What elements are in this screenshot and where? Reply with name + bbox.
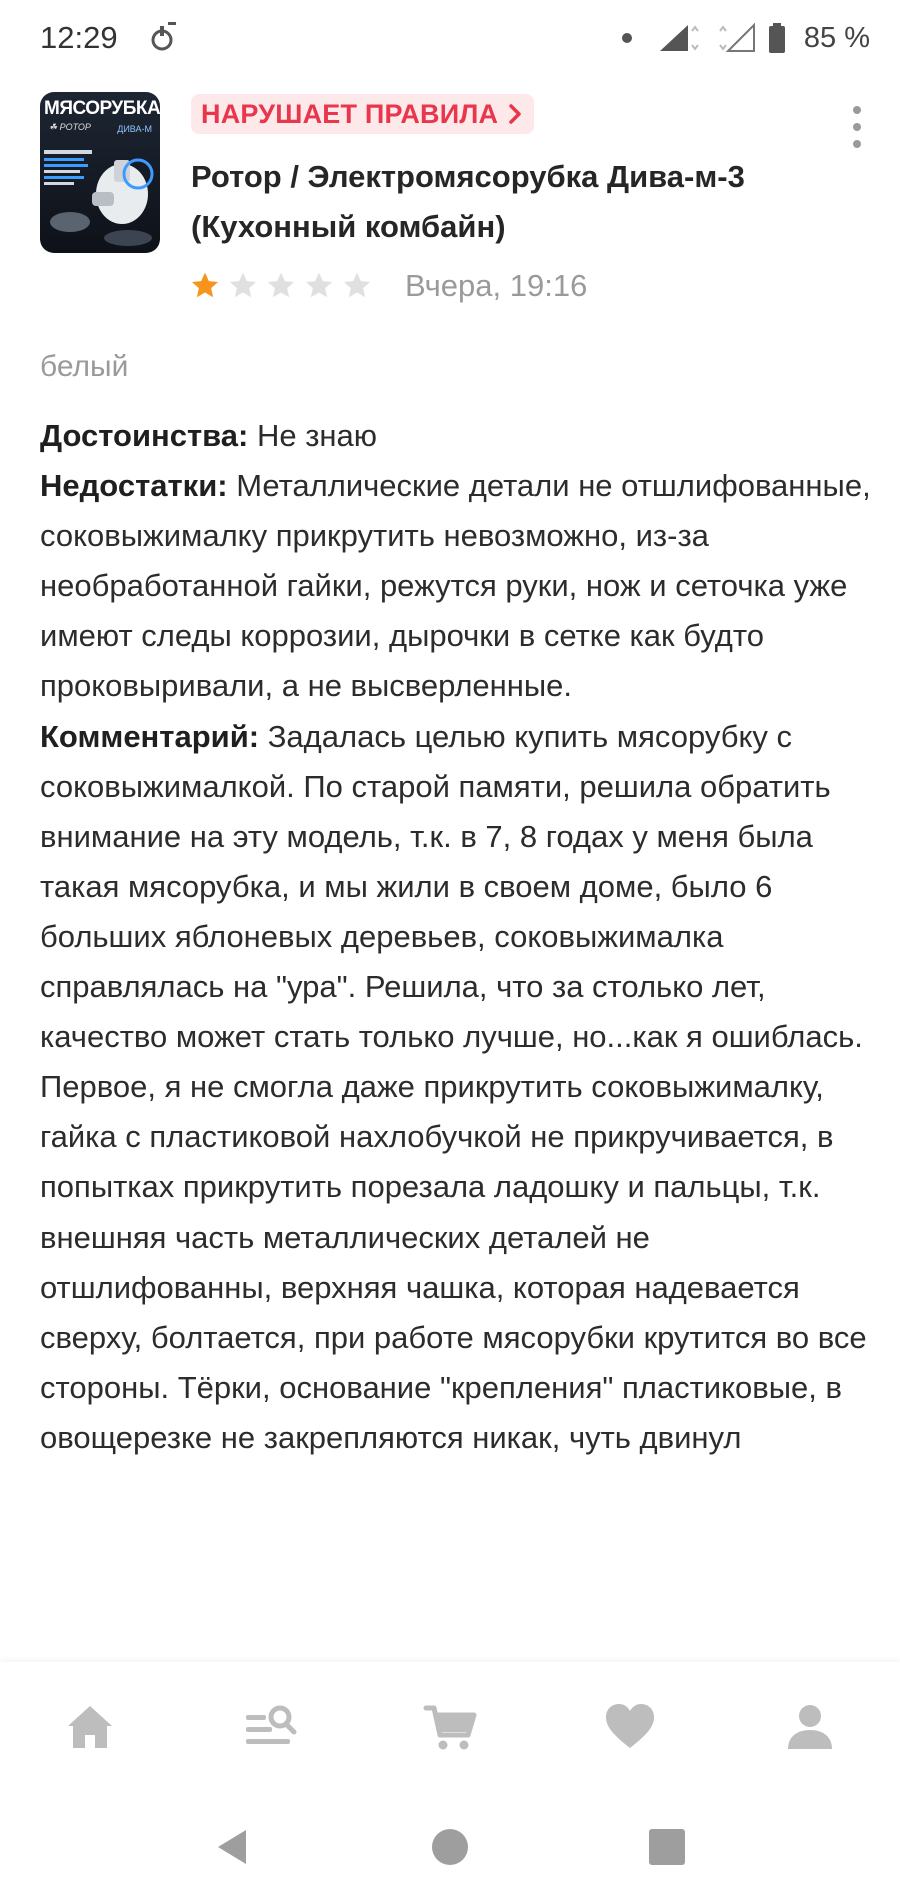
status-bar bbox=[0, 0, 900, 78]
violation-badge[interactable] bbox=[191, 94, 534, 134]
star-icon bbox=[341, 270, 373, 302]
review-pros bbox=[40, 411, 875, 461]
review-text bbox=[40, 411, 875, 1463]
comment-text: Задалась целью купить мясорубку с соковыжималкой. По старой памяти, решила обратить внимание на эту модель, т.к. в 7, 8 годах у меня была такая мясорубка, и мы жили в своем доме, было 6 больших яблоневых деревьев, соковыжималка справлялась на "ура". Решила, что за столько лет, качество может стать только лучше, но...как я ошиблась. Первое, я не смогла даже прикрутить соковыжималку, гайка с пластиковой нахлобучкой не прикручивается, в попытках прикрутить порезала ладошку и пальцы, т.к. внешняя часть металлических деталей не отшлифованны, верхняя чашка, которая надевается сверху, болтается, при работе мясорубки крутится во все стороны. Тёрки, основание "крепления" пластиковые, в овощерезке не закрепляются никак, чуть двинул bbox=[40, 718, 867, 1455]
home-icon bbox=[62, 1699, 118, 1755]
pros-label: Достоинства: bbox=[40, 418, 249, 453]
cons-label: Недостатки: bbox=[40, 468, 228, 504]
chevron-right-icon bbox=[508, 104, 522, 124]
notification-dot-icon bbox=[622, 33, 632, 43]
star-rating bbox=[189, 270, 373, 302]
thumbnail-model: ДИВА-М bbox=[117, 124, 152, 134]
favorites-heart-icon bbox=[602, 1699, 658, 1755]
home-circle-icon[interactable] bbox=[429, 1826, 471, 1868]
battery-percent: 85 % bbox=[803, 21, 870, 54]
thumbnail-brand: ☘ РОТОР bbox=[49, 122, 91, 132]
signal-secondary-icon bbox=[712, 23, 756, 53]
product-variant: белый bbox=[40, 350, 129, 383]
meat-grinder-image bbox=[40, 142, 160, 253]
product-title[interactable]: Ротор / Электромясорубка Дива-м-3 (Кухонный комбайн) bbox=[191, 159, 745, 244]
comment-label: Комментарий: bbox=[40, 718, 260, 754]
status-indicators bbox=[622, 20, 870, 56]
pros-text: Не знаю bbox=[248, 418, 378, 453]
product-thumbnail[interactable] bbox=[40, 92, 160, 253]
vpn-key-icon bbox=[148, 20, 178, 54]
star-icon bbox=[265, 270, 297, 302]
system-navigation-bar bbox=[0, 1792, 900, 1902]
star-icon bbox=[189, 270, 221, 302]
review-date: Вчера, 19:16 bbox=[405, 268, 588, 303]
nav-cart[interactable] bbox=[415, 1692, 485, 1762]
cons-text: Металлические детали не отшлифованные, соковыжималку прикрутить невозможно, из-за необработанной гайки, режутся руки, нож и сеточка уже имеют следы коррозии, дырочки в сетке как будто проковыривали, а не высверленные. bbox=[40, 468, 871, 704]
nav-profile[interactable] bbox=[775, 1692, 845, 1762]
back-icon[interactable] bbox=[212, 1826, 254, 1868]
review-comment bbox=[40, 712, 875, 1463]
nav-catalog[interactable] bbox=[235, 1692, 305, 1762]
status-time: 12:29 bbox=[40, 20, 118, 55]
nav-favorites[interactable] bbox=[595, 1692, 665, 1762]
review-cons bbox=[40, 461, 875, 711]
star-icon bbox=[227, 270, 259, 302]
cart-icon bbox=[422, 1699, 478, 1755]
more-options-icon[interactable] bbox=[850, 106, 864, 150]
profile-icon bbox=[782, 1699, 838, 1755]
catalog-search-icon bbox=[242, 1699, 298, 1755]
thumbnail-title: МЯСОРУБКА bbox=[44, 98, 160, 119]
recents-square-icon[interactable] bbox=[646, 1826, 688, 1868]
nav-home[interactable] bbox=[55, 1692, 125, 1762]
violation-badge-label: НАРУШАЕТ ПРАВИЛА bbox=[201, 98, 499, 129]
star-icon bbox=[303, 270, 335, 302]
battery-icon bbox=[768, 23, 786, 53]
bottom-navigation bbox=[0, 1662, 900, 1792]
signal-icon bbox=[656, 23, 700, 53]
